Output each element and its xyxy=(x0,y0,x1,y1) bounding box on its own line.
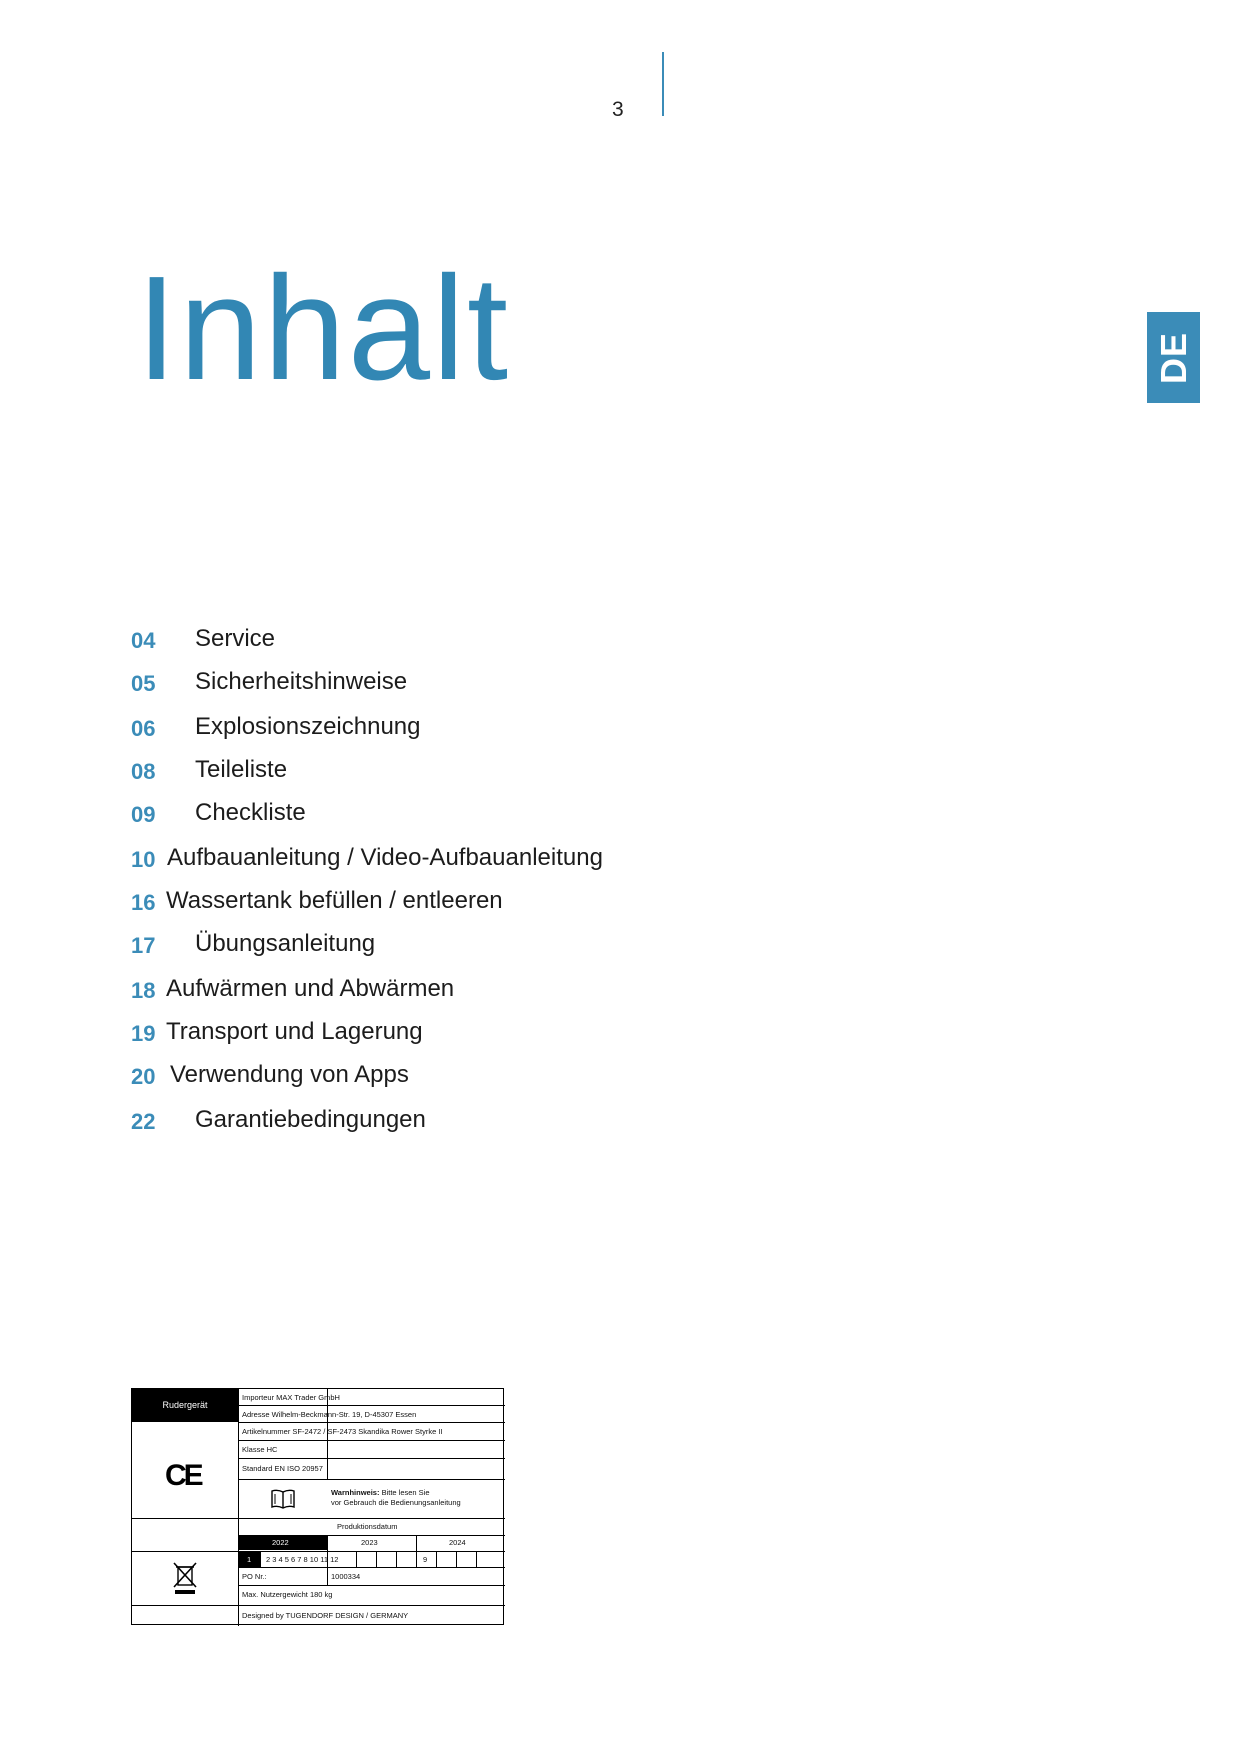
toc-page-number: 10 xyxy=(131,847,156,872)
ce-mark-icon: CE xyxy=(165,1459,201,1492)
label-designed-by: Designed by TUGENDORF DESIGN / GERMANY xyxy=(242,1611,409,1620)
toc-page-number: 17 xyxy=(131,933,156,958)
label-year-2024: 2024 xyxy=(449,1538,466,1547)
product-rating-label xyxy=(131,1388,504,1625)
toc-page-number: 09 xyxy=(131,802,156,827)
header-divider xyxy=(662,52,664,116)
toc-label: Explosionszeichnung xyxy=(195,713,421,740)
toc-page-number: 04 xyxy=(131,628,156,653)
label-importer: Importeur MAX Trader GmbH xyxy=(242,1393,340,1402)
language-tab-label: DE xyxy=(1152,331,1194,384)
toc-page-number: 19 xyxy=(131,1021,156,1046)
label-warning-text: Bitte lesen Sie xyxy=(381,1488,430,1497)
toc-label: Teileliste xyxy=(195,756,288,783)
label-product-type: Rudergerät xyxy=(132,1389,238,1422)
toc-page-number: 05 xyxy=(131,671,156,696)
label-months: 2 3 4 5 6 7 8 10 11 12 xyxy=(266,1555,339,1564)
toc-label: Aufwärmen und Abwärmen xyxy=(166,975,455,1002)
toc-label: Transport und Lagerung xyxy=(166,1018,423,1045)
label-year-2023: 2023 xyxy=(361,1538,378,1547)
toc-label: Service xyxy=(195,625,276,652)
toc-label: Checkliste xyxy=(195,799,306,826)
toc-label: Verwendung von Apps xyxy=(170,1061,409,1088)
toc-label: Übungsanleitung xyxy=(195,930,376,957)
label-production-date: Produktionsdatum xyxy=(337,1522,398,1531)
toc-page-number: 06 xyxy=(131,716,156,741)
label-warning-text-2: vor Gebrauch die Bedienungsanleitung xyxy=(331,1498,461,1507)
toc-label: Sicherheitshinweise xyxy=(195,668,408,695)
label-warning-title: Warnhinweis: xyxy=(331,1488,380,1497)
label-warning xyxy=(331,1488,430,1497)
toc-page-number: 18 xyxy=(131,978,156,1003)
label-po-value: 1000334 xyxy=(331,1572,361,1581)
label-article-number: Artikelnummer SF-2472 / SF-2473 Skandika Rower Styrke II xyxy=(242,1427,443,1436)
manual-book-icon xyxy=(270,1488,296,1510)
toc-page-number: 08 xyxy=(131,759,156,784)
label-po-label: PO Nr.: xyxy=(242,1572,267,1581)
label-max-weight: Max. Nutzergewicht 180 kg xyxy=(242,1590,333,1599)
label-year-2022: 2022 xyxy=(272,1538,289,1547)
label-month-1: 1 xyxy=(247,1555,252,1564)
label-class: Klasse HC xyxy=(242,1445,278,1454)
toc-page-number: 16 xyxy=(131,890,156,915)
toc-page-number: 20 xyxy=(131,1064,156,1089)
toc-label: Aufbauanleitung / Video-Aufbauanleitung xyxy=(167,844,603,871)
toc-page-number: 22 xyxy=(131,1109,156,1134)
page-title: Inhalt xyxy=(136,246,511,411)
label-address: Adresse Wilhelm-Beckmann-Str. 19, D-45307 Essen xyxy=(242,1410,417,1419)
page-number: 3 xyxy=(612,98,624,121)
weee-bin-icon xyxy=(172,1561,198,1595)
label-standard: Standard EN ISO 20957 xyxy=(242,1464,323,1473)
toc-label: Garantiebedingungen xyxy=(195,1106,426,1133)
label-month-2024: 9 xyxy=(423,1555,428,1564)
language-tab xyxy=(1147,312,1200,403)
toc-label: Wassertank befüllen / entleeren xyxy=(166,887,503,914)
